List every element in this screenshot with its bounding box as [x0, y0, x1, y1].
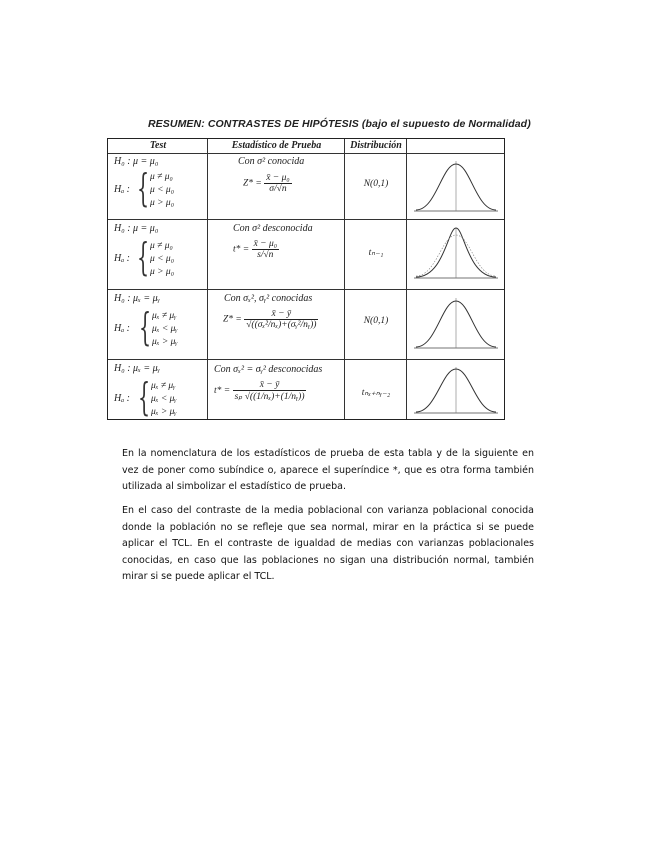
row-divider — [108, 289, 504, 290]
fraction-denominator: s/√n — [257, 250, 274, 260]
statistic-formula — [243, 173, 292, 194]
paragraph-nomenclature: En la nomenclatura de los estadísticos de prueba de esta tabla y de la siguiente en vez de poner como subíndice o, aparece el superíndice *, que es otra forma también utilizada al simbolizar el estadístico de prueba. — [122, 448, 534, 492]
paragraph-tcl: En el caso del contraste de la media poblacional con varianza poblacional conocida donde la población no se refleje que sea normal, mirar en la práctica si se puede aplicar el TCL. En el contraste de igualdad de medias con varianzas poblacionales conocidas, en caso que las poblaciones no sigan una distribución normal, también mirar si se puede aplicar el TCL. — [122, 505, 534, 582]
fraction — [244, 309, 318, 330]
column-divider — [344, 139, 345, 419]
header-test: Test — [149, 140, 167, 151]
alternatives — [150, 171, 174, 210]
statistic-condition: Con σₓ², σᵧ² conocidas — [224, 293, 313, 304]
statistic-lhs: t* = — [214, 386, 231, 397]
alternative-hypothesis: μₓ ≠ μᵧ — [152, 311, 177, 321]
fraction-denominator: sₚ √((1/nₓ)+(1/nᵧ)) — [234, 392, 305, 402]
fraction-numerator: x̄ − ȳ — [244, 309, 318, 320]
row-divider — [108, 359, 504, 360]
statistic-condition: Con σ² desconocida — [233, 223, 313, 234]
statistic-formula — [223, 309, 318, 330]
fraction — [264, 173, 291, 194]
brace-icon: { — [137, 235, 150, 279]
statistic-lhs: t* = — [233, 244, 250, 255]
normal-curve-figure — [410, 156, 502, 218]
fraction-denominator: σ/√n — [269, 184, 287, 194]
alt-hypothesis-label: Hₐ : — [114, 323, 130, 334]
null-hypothesis: H₀ : μₓ = μᵧ — [114, 293, 160, 304]
fraction — [252, 239, 279, 260]
alt-hypothesis-label: Hₐ : — [114, 393, 130, 404]
fraction-numerator: x̄ − μ₀ — [253, 239, 278, 249]
normal-curve-figure — [410, 293, 502, 355]
table-row — [114, 223, 158, 234]
statistic-condition: Con σ² conocida — [238, 156, 305, 167]
distribution-label: tₙₓ₊ₙᵧ₋₂ — [361, 388, 391, 398]
null-hypothesis: H₀ : μ = μ₀ — [114, 223, 159, 234]
fraction-numerator: x̄ − μ₀ — [266, 173, 290, 183]
alternatives — [152, 310, 178, 349]
alternative-hypothesis: μ > μ₀ — [150, 267, 175, 277]
fraction-numerator: x̄ − ȳ — [233, 380, 307, 391]
alternative-hypothesis: μₓ > μᵧ — [152, 337, 178, 347]
statistic-formula — [233, 239, 279, 260]
null-hypothesis: H₀ : μₓ = μᵧ — [114, 363, 160, 374]
column-divider — [406, 139, 407, 419]
alternative-hypothesis: μ < μ₀ — [150, 254, 175, 264]
table-row — [114, 293, 160, 304]
t-curve-figure — [410, 223, 502, 285]
header-divider — [108, 153, 504, 154]
brace-icon: { — [138, 375, 151, 419]
distribution-label: tₙ₋₁ — [368, 248, 384, 258]
row-divider — [108, 219, 504, 220]
alternative-hypothesis: μₓ > μᵧ — [151, 407, 177, 417]
alternatives — [150, 240, 174, 279]
table-row — [114, 363, 160, 374]
header-distribution: Distribución — [350, 140, 402, 151]
distribution-label: N(0,1) — [363, 179, 389, 189]
header-statistic: Estadístico de Prueba — [231, 140, 322, 151]
t-curve-figure — [410, 363, 502, 419]
distribution-label: N(0,1) — [363, 316, 389, 326]
alternative-hypothesis: μ ≠ μ₀ — [150, 241, 173, 251]
statistic-lhs: Z* = — [223, 314, 242, 325]
null-hypothesis: H₀ : μ = μ₀ — [114, 156, 159, 167]
table-title: RESUMEN: CONTRASTES DE HIPÓTESIS (bajo el supuesto de Normalidad) — [148, 118, 531, 130]
statistic-lhs: Z* = — [243, 178, 262, 189]
alternative-hypothesis: μ < μ₀ — [150, 185, 175, 195]
alternative-hypothesis: μₓ < μᵧ — [152, 324, 178, 334]
alt-hypothesis-label: Hₐ : — [114, 253, 130, 264]
alternative-hypothesis: μ ≠ μ₀ — [150, 172, 173, 182]
statistic-formula — [214, 380, 306, 402]
alternative-hypothesis: μₓ ≠ μᵧ — [151, 381, 176, 391]
alternative-hypothesis: μ > μ₀ — [150, 198, 175, 208]
alt-hypothesis-label: Hₐ : — [114, 184, 130, 195]
column-divider — [207, 139, 208, 419]
brace-icon: { — [137, 166, 150, 210]
statistic-condition: Con σₓ² = σᵧ² desconocidas — [214, 364, 323, 375]
fraction-denominator: √((σₓ²/nₓ)+(σᵧ²/nᵧ)) — [246, 320, 317, 330]
alternatives — [151, 380, 177, 419]
fraction — [233, 380, 307, 402]
hypothesis-summary-table — [107, 138, 505, 420]
alternative-hypothesis: μₓ < μᵧ — [151, 394, 177, 404]
brace-icon: { — [139, 305, 152, 349]
